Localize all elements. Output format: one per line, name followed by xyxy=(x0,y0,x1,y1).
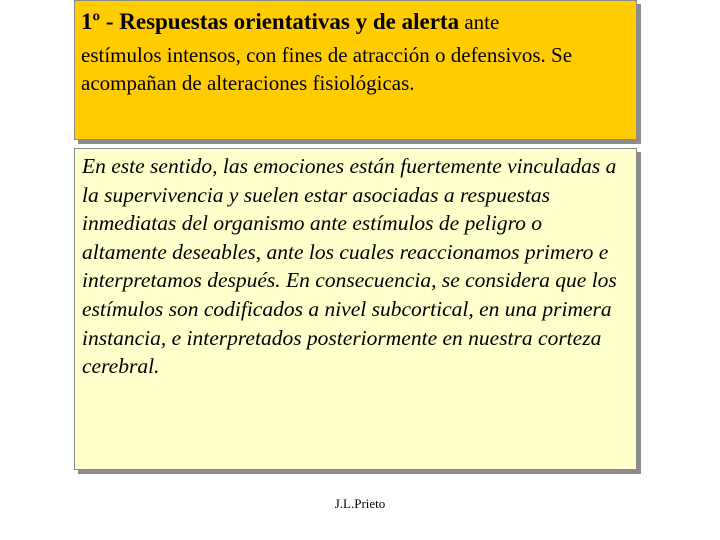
title-first-line xyxy=(81,7,628,37)
title-description: estímulos intensos, con fines de atracción o defensivos. Se acompañan de alteraciones fisiológicas. xyxy=(81,43,573,95)
title-heading: 1º - Respuestas orientativas y de alerta xyxy=(81,9,460,34)
body-paragraph: En este sentido, las emociones están fuertemente vinculadas a la supervivencia y suelen estar asociadas a respuestas inmediatas del organismo ante estímulos de peligro o altamente deseables, ante los cuales reaccionamos primero e interpretamos después. En consecuencia, se considera que los estímulos son codificados a nivel subcortical, en una primera instancia, e interpretados posteriormente en nuestra corteza cerebral. xyxy=(82,154,617,379)
body-box xyxy=(74,148,637,470)
footer-author: J.L.Prieto xyxy=(334,496,386,511)
title-box xyxy=(74,0,637,140)
title-heading-tail: ante xyxy=(459,10,500,34)
